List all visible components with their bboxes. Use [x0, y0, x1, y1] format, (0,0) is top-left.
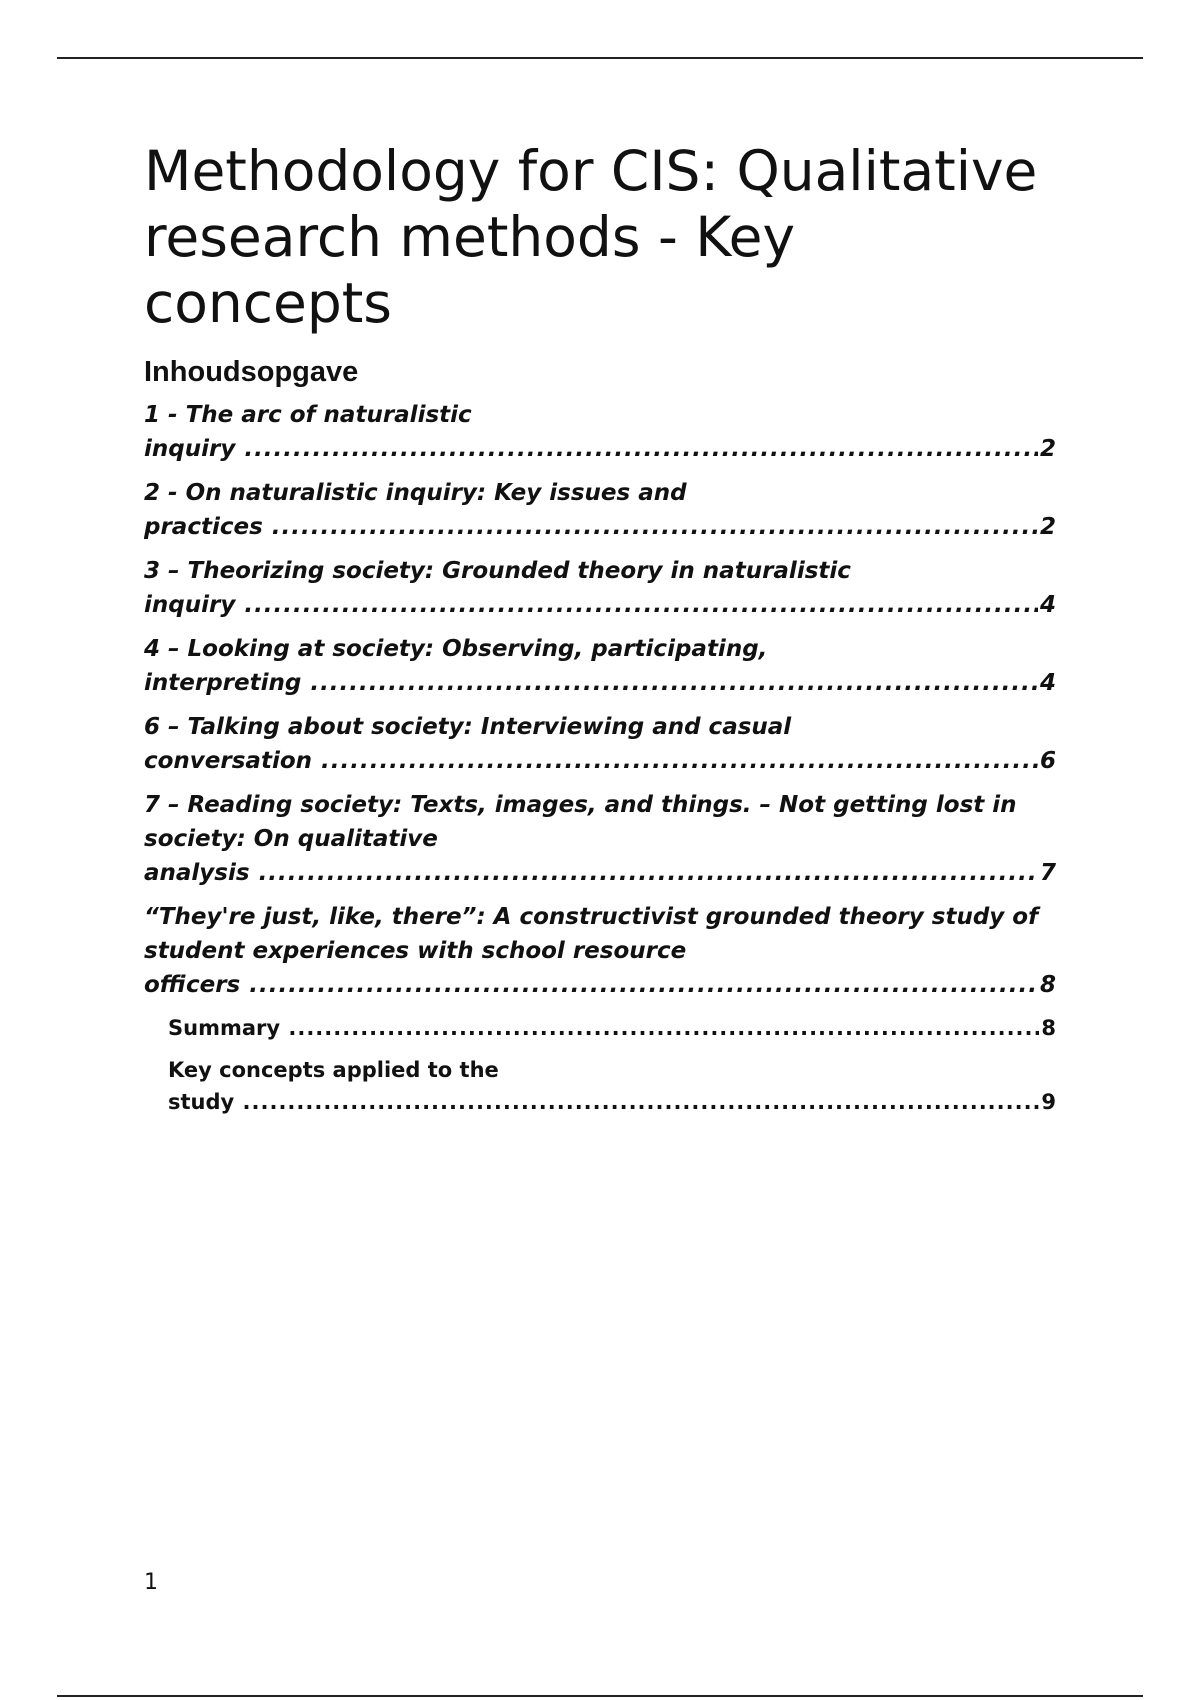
toc-entry-arc-of-naturalistic-inquiry[interactable]	[144, 398, 1056, 466]
table-of-contents	[144, 398, 1056, 1118]
toc-entry-key-concepts-applied[interactable]	[168, 1054, 1056, 1118]
toc-entry-theorizing-society[interactable]	[144, 554, 1056, 622]
toc-entry-page: 2	[1038, 432, 1056, 466]
toc-entry-page: 7	[1038, 856, 1056, 890]
toc-entry-page: 9	[1039, 1086, 1056, 1118]
toc-entry-text: Key concepts applied to the study .....	[168, 1058, 1056, 1114]
document-title: Methodology for CIS: Qualitative research methods - Key concepts	[144, 139, 1038, 335]
page-content	[144, 138, 1056, 1128]
toc-entry-page: 6	[1038, 744, 1056, 778]
toc-entry-text: Summary .....	[168, 1016, 1056, 1040]
header-rule	[57, 57, 1143, 59]
toc-entry-page: 8	[1038, 968, 1056, 1002]
toc-heading: Inhoudsopgave	[144, 356, 359, 388]
toc-entry-theyre-just-like-there[interactable]	[144, 900, 1056, 1002]
toc-entry-talking-about-society[interactable]	[144, 710, 1056, 778]
toc-entry-text: 7 – Reading society: Texts, images, and things. – Not getting lost in society: On qualitative analysis .....	[144, 792, 1056, 886]
toc-entry-text: 6 – Talking about society: Interviewing and casual conversation .....	[144, 714, 1056, 774]
toc-entry-page: 4	[1038, 666, 1056, 700]
toc-entry-looking-at-society[interactable]	[144, 632, 1056, 700]
page-number: 1	[144, 1570, 158, 1595]
toc-entry-summary[interactable]	[168, 1012, 1056, 1044]
toc-entry-page: 2	[1038, 510, 1056, 544]
footer-rule	[57, 1695, 1143, 1697]
toc-entry-text: 2 - On naturalistic inquiry: Key issues and practices .....	[144, 480, 1056, 540]
toc-entry-text: 4 – Looking at society: Observing, participating, interpreting .....	[144, 636, 1056, 696]
toc-entry-text: 3 – Theorizing society: Grounded theory in naturalistic inquiry .....	[144, 558, 1056, 618]
toc-entry-reading-society[interactable]	[144, 788, 1056, 890]
toc-entry-page: 4	[1038, 588, 1056, 622]
toc-entry-page: 8	[1039, 1012, 1056, 1044]
toc-entry-text: “They're just, like, there”: A constructivist grounded theory study of student experiences with school resource officers .....	[144, 904, 1056, 998]
toc-entry-text: 1 - The arc of naturalistic inquiry .....	[144, 402, 1056, 462]
toc-entry-on-naturalistic-inquiry[interactable]	[144, 476, 1056, 544]
